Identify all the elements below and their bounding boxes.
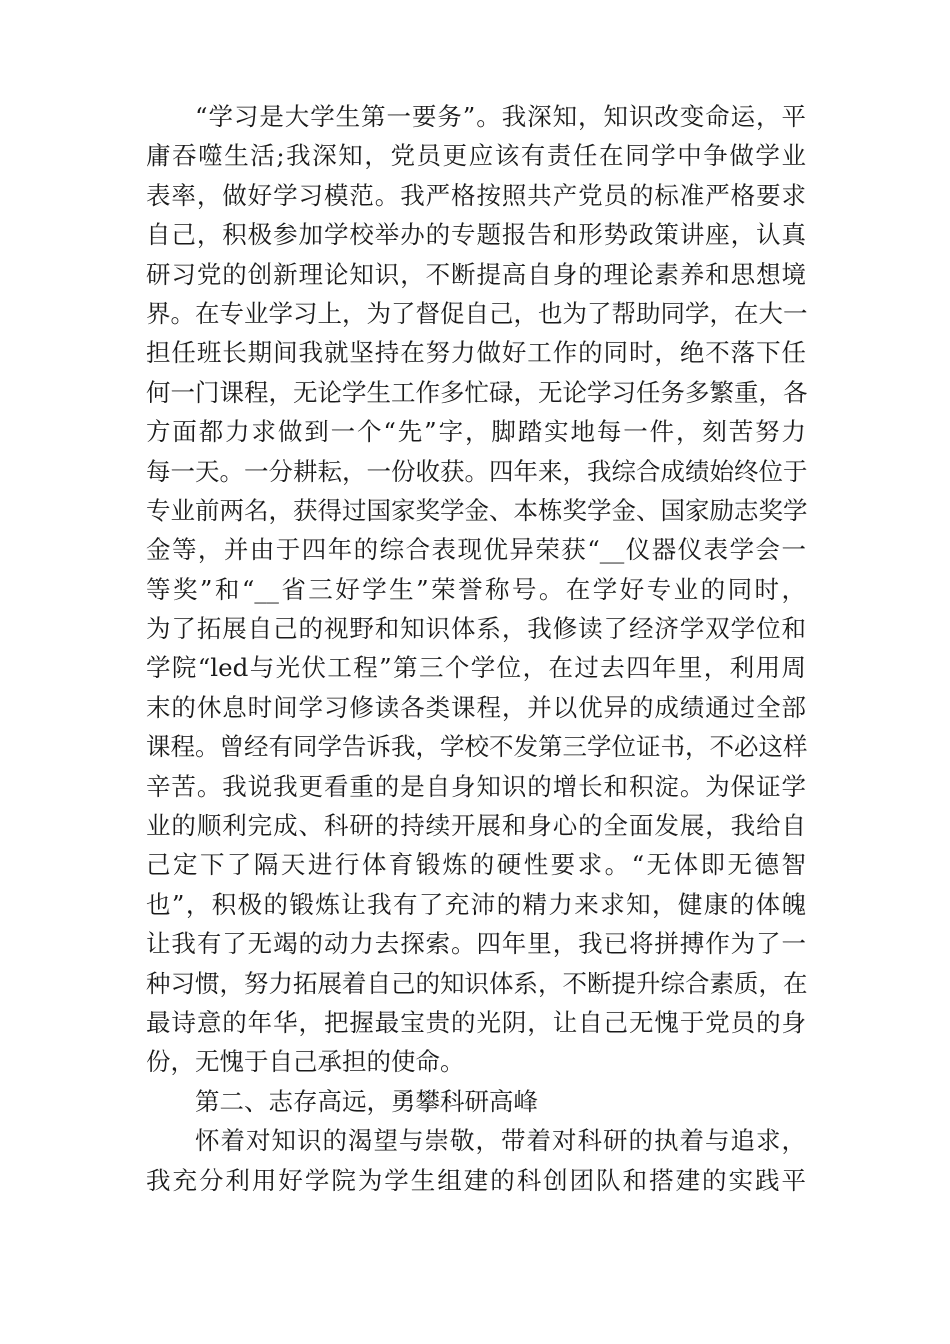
paragraph-line: 业的顺利完成、科研的持续开展和身心的全面发展，我给自: [146, 811, 806, 841]
paragraph-research: [146, 1121, 806, 1200]
paragraph-line: 种习惯，努力拓展着自己的知识体系，不断提升综合素质，在: [146, 968, 808, 998]
paragraph-line: 学院“led与光伏工程”第三个学位，在过去四年里，利用周: [146, 653, 806, 683]
paragraph-line: 份，无愧于自己承担的使命。: [146, 1047, 465, 1077]
paragraph-line: 方面都力求做到一个“先”字，脚踏实地每一件，刻苦努力: [146, 417, 806, 447]
paragraph-line: 担任班长期间我就坚持在努力做好工作的同时，绝不落下任: [146, 338, 806, 368]
paragraph-line: 表率，做好学习模范。我严格按照共产党员的标准严格要求: [146, 180, 806, 210]
paragraph-line: 辛苦。我说我更看重的是自身知识的增长和积淀。为保证学: [146, 771, 806, 801]
paragraph-line: 也”，积极的锻炼让我有了充沛的精力来求知，健康的体魄: [146, 889, 806, 919]
paragraph-line: 最诗意的年华，把握最宝贵的光阴，让自己无愧于党员的身: [146, 1007, 806, 1037]
paragraph-line: 课程。曾经有同学告诉我，学校不发第三学位证书，不必这样: [146, 732, 808, 762]
paragraph-line: 研习党的创新理论知识，不断提高自身的理论素养和思想境: [146, 259, 806, 289]
paragraph-line: 为了拓展自己的视野和知识体系，我修读了经济学双学位和: [146, 614, 806, 644]
paragraph-line: 界。在专业学习上，为了督促自己，也为了帮助同学，在大一: [146, 298, 808, 328]
paragraph-line: 金等，并由于四年的综合表现优异荣获“__仪器仪表学会一: [146, 535, 806, 565]
section-heading: 第二、志存高远，勇攀科研高峰: [195, 1086, 538, 1116]
paragraph-line: 我充分利用好学院为学生组建的科创团队和搭建的实践平: [146, 1165, 806, 1195]
paragraph-line: 怀着对知识的渴望与崇敬，带着对科研的执着与追求，: [195, 1126, 806, 1156]
paragraph-line: 自己，积极参加学校举办的专题报告和形势政策讲座，认真: [146, 220, 806, 250]
paragraph-line: 末的休息时间学习修读各类课程，并以优异的成绩通过全部: [146, 692, 806, 722]
paragraph-line: “学习是大学生第一要务”。我深知，知识改变命运，平: [195, 102, 806, 131]
paragraph-line: 让我有了无竭的动力去探索。四年里，我已将拼搏作为了一: [146, 929, 806, 959]
paragraph-line: 每一天。一分耕耘，一份收获。四年来，我综合成绩始终位于: [146, 456, 808, 486]
paragraph-learning: [146, 97, 806, 1082]
paragraph-line: 庸吞噬生活;我深知，党员更应该有责任在同学中争做学业: [146, 141, 806, 171]
document-body: [146, 97, 806, 1200]
paragraph-line: 何一门课程，无论学生工作多忙碌，无论学习任务多繁重，各: [146, 377, 808, 407]
paragraph-line: 等奖”和“__省三好学生”荣誉称号。在学好专业的同时，: [146, 574, 806, 604]
paragraph-line: 专业前两名，获得过国家奖学金、本栋奖学金、国家励志奖学: [146, 495, 808, 525]
paragraph-line: 己定下了隔天进行体育锻炼的硬性要求。“无体即无德智: [146, 850, 806, 880]
